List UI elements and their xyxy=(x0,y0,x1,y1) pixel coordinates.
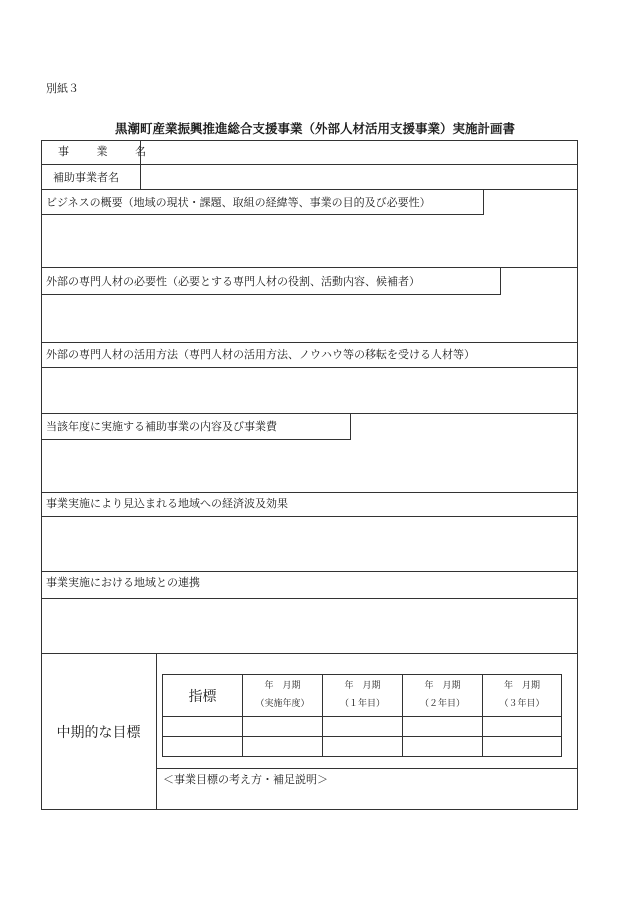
goal-explanation-label: ＜事業目標の考え方・補足説明＞ xyxy=(163,773,328,786)
project-name-label: 事 業 名 xyxy=(58,145,158,158)
applicant-field[interactable] xyxy=(141,165,577,189)
project-name-field[interactable] xyxy=(141,141,577,164)
period-header: 年 月期 （３年目） xyxy=(499,681,545,709)
indicator-header: 指標 xyxy=(188,688,217,705)
economic-effect-label: 事業実施により見込まれる地域への経済波及効果 xyxy=(46,497,288,510)
period-header: 年 月期 （１年目） xyxy=(339,681,385,709)
economic-effect-field[interactable] xyxy=(42,517,577,571)
project-content-cost-field[interactable] xyxy=(42,440,577,492)
period-header: 年 月期 （２年目） xyxy=(419,681,465,709)
document-title: 黒潮町産業振興推進総合支援事業（外部人材活用支援事業）実施計画書 xyxy=(114,121,515,136)
indicator-value-cell[interactable] xyxy=(323,737,402,756)
specialist-necessity-field[interactable] xyxy=(42,295,577,342)
business-overview-field[interactable] xyxy=(42,215,577,267)
indicator-value-cell[interactable] xyxy=(483,737,561,756)
business-overview-label: ビジネスの概要（地域の現状・課題、取組の経緯等、事業の目的及び必要性） xyxy=(46,196,431,209)
mid-term-goals-label: 中期的な目標 xyxy=(56,724,141,741)
regional-cooperation-label: 事業実施における地域との連携 xyxy=(46,576,200,589)
specialist-utilization-label: 外部の専門人材の活用方法（専門人材の活用方法、ノウハウ等の移転を受ける人材等） xyxy=(46,348,475,361)
goals-column-divider xyxy=(156,653,157,810)
indicator-name-cell[interactable] xyxy=(163,717,242,736)
indicator-value-cell[interactable] xyxy=(483,717,561,736)
specialist-utilization-field[interactable] xyxy=(42,368,577,413)
indicator-value-cell[interactable] xyxy=(243,717,322,736)
indicator-value-cell[interactable] xyxy=(403,717,482,736)
indicator-value-cell[interactable] xyxy=(403,737,482,756)
period-header: 年 月期 （実施年度） xyxy=(255,681,310,709)
indicator-value-cell[interactable] xyxy=(243,737,322,756)
applicant-label: 補助事業者名 xyxy=(53,171,119,184)
goal-explanation-field[interactable] xyxy=(157,790,577,809)
regional-cooperation-field[interactable] xyxy=(42,599,577,653)
specialist-necessity-label: 外部の専門人材の必要性（必要とする専門人材の役割、活動内容、候補者） xyxy=(46,275,420,288)
indicator-name-cell[interactable] xyxy=(163,737,242,756)
indicator-value-cell[interactable] xyxy=(323,717,402,736)
attachment-label: 別紙３ xyxy=(46,82,79,95)
project-content-cost-label: 当該年度に実施する補助事業の内容及び事業費 xyxy=(46,420,277,433)
